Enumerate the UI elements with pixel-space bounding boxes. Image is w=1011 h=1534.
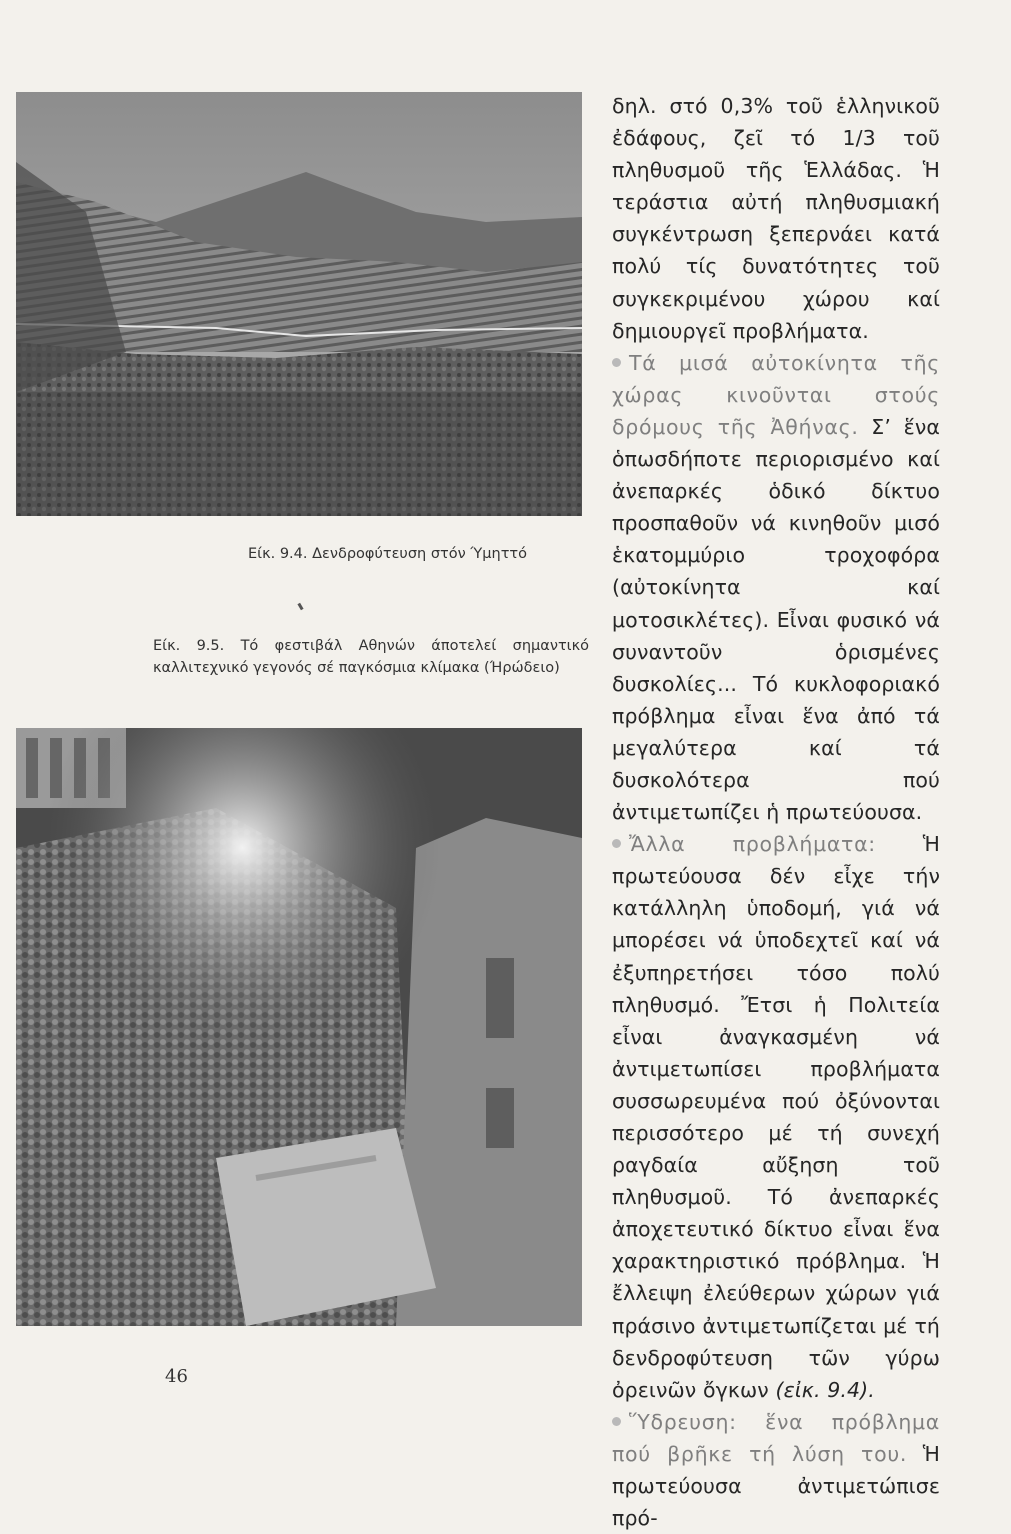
heading-other-problems: Ἄλλα προβλήματα:	[629, 832, 876, 857]
hymettus-photo-image	[16, 92, 582, 516]
figure-9-5-caption: Είκ. 9.5. Τό φεστιβάλ Αθηνών άποτελεί σημαντικό καλλιτεχνικό γεγονός σέ παγκόσμια κλίμακα (Ήρώδειο)	[153, 638, 589, 676]
paragraph-other-problems	[612, 828, 940, 1406]
page-number: 46	[165, 1366, 188, 1387]
water-supply-text: Ἡ πρωτεύουσα ἀντιμετώπισε πρό-	[612, 1441, 940, 1531]
figure-9-4-caption: Είκ. 9.4. Δενδροφύτευση στόν Ύμηττό	[248, 546, 528, 562]
paragraph-water-supply	[612, 1406, 940, 1534]
hymettus-reforestation-photo	[16, 92, 582, 516]
herodion-photo-image	[16, 728, 582, 1326]
paragraph-traffic	[612, 347, 940, 828]
bullet-icon	[612, 358, 621, 367]
traffic-text: Σ’ ἕνα ὁπωσδήποτε περιορισμένο καί ἀνεπαρκές ὁδικό δίκτυο προσπαθοῦν νά κινηθοῦν μισό ἑκατομμύριο τροχοφόρα (αὐτοκίνητα καί μοτοσικλέτες). Εἶναι φυσικό νά συναντοῦν ὁρισμένες δυσκολίες... Τό κυκλοφοριακό πρόβλημα εἶναι ἕνα ἀπό τά μεγαλύτερα καί τά δυσκολότερα πού ἀντιμετωπίζει ἡ πρωτεύουσα.	[612, 414, 940, 825]
other-problems-text: Ἡ πρωτεύουσα δέν εἶχε τήν κατάλληλη ὑποδομή, γιά νά μπορέσει νά ὑποδεχτεῖ καί νά ἐξυπηρετήσει τόσο πολύ πληθυσμό. Ἔτσι ἡ Πολιτεία εἶναι ἀναγκασμένη νά ἀντιμετωπίσει προβλήματα συσσωρευμένα πού ὀξύνονται περισσότερο μέ τή συνεχή ραγδαία αὔξηση τοῦ πληθυσμοῦ. Τό ἀνεπαρκές ἀποχετευτικό δίκτυο εἶναι ἕνα χαρακτηριστικό πρόβλημα. Ἡ ἔλλειψη ἐλεύθερων χώρων γιά πράσινο ἀντιμετωπίζεται μέ τή δενδροφύτευση τῶν γύρω ὀρεινῶν ὄγκων	[612, 832, 940, 1402]
bullet-icon	[612, 1417, 621, 1426]
stray-mark	[297, 603, 303, 611]
paragraph-population: δηλ. στό 0,3% τοῦ ἑλληνικοῦ ἐδάφους, ζεῖ τό 1/3 τοῦ πληθυσμοῦ τῆς Ἑλλάδας. Ἡ τεράστια αὐτή πληθυσμιακή συγκέντρωση ξεπερνάει κατά πολύ τίς δυνατότητες τοῦ συγκεκριμένου χώρου καί δημιουργεῖ προβλήματα.	[612, 94, 940, 343]
bullet-icon	[612, 839, 621, 848]
heading-cars: Τά μισά αὐτοκίνητα τῆς χώρας κινοῦνται στούς δρόμους τῆς Ἀθήνας.	[612, 350, 940, 439]
herodion-festival-photo	[16, 728, 582, 1326]
heading-water-supply: Ὕδρευση: ἕνα πρόβλημα πού βρῆκε τή λύση του.	[612, 1409, 940, 1466]
body-text-column	[612, 90, 940, 1534]
figure-reference: (εἰκ. 9.4).	[775, 1377, 875, 1402]
